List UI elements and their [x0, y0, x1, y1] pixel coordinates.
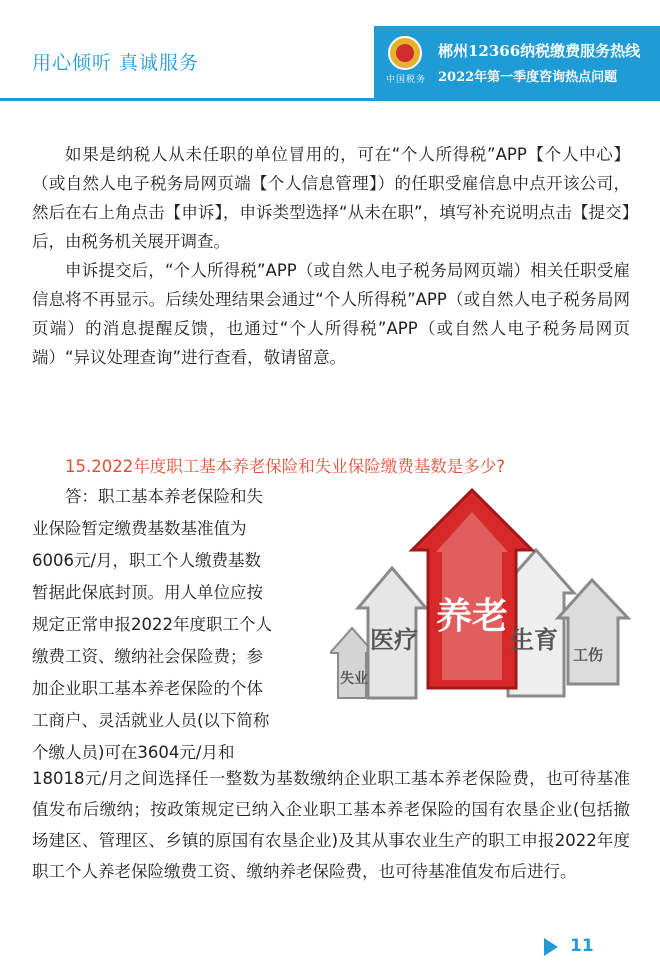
question-heading: 15.2022年度职工基本养老保险和失业保险缴费基数是多少?	[65, 457, 505, 476]
header-title-line1: 郴州12366纳税缴费服务热线	[438, 42, 641, 60]
arrow-injury	[558, 580, 628, 684]
answer-line: 业保险暂定缴费基数基准值为	[32, 519, 247, 538]
answer-line: 个缴人员)可在3604元/月和	[32, 743, 235, 762]
label-unemployment: 失业	[340, 671, 368, 687]
label-birth: 生育	[510, 626, 558, 654]
paragraph-appeal: 如果是纳税人从未任职的单位冒用的，可在“个人所得税”APP【个人中心】（或自然人电子税务局网页端【个人信息管理】）的任职受雇信息中点开该公司，然后在右上角点击【申诉】，申诉类型选择“从未在职”，填写补充说明点击【提交】后，由税务机关展开调查。	[32, 145, 630, 251]
label-injury: 工伤	[573, 646, 604, 664]
social-insurance-illustration	[330, 488, 635, 718]
answer-line: 规定正常申报2022年度职工个人	[32, 615, 272, 634]
label-pension: 养老	[436, 596, 509, 637]
body-text	[32, 140, 630, 372]
page-number-badge	[544, 936, 630, 958]
answer-line: 答：职工基本养老保险和失	[65, 487, 263, 506]
paragraph-after-appeal: 申诉提交后，“个人所得税”APP（或自然人电子税务局网页端）相关任职受雇信息将不再显示。后续处理结果会通过“个人所得税”APP（或自然人电子税务局网页端）的消息提醒反馈，也通过“个人所得税”APP（或自然人电子税务局网页端）“异议处理查询”进行查看，敬请留意。	[32, 261, 630, 367]
answer-line: 工商户、灵活就业人员(以下简称	[32, 711, 270, 730]
header-title-box	[374, 26, 660, 98]
tax-emblem-icon	[388, 36, 422, 70]
answer-column	[32, 481, 314, 769]
answer-line: 加企业职工基本养老保险的个体	[32, 679, 263, 698]
page-arrow-icon	[544, 938, 558, 956]
header-rule	[0, 98, 660, 101]
page-number: 11	[570, 936, 594, 956]
label-medical: 医疗	[370, 626, 418, 654]
answer-line: 缴费工资、缴纳社会保险费；参	[32, 647, 263, 666]
emblem-caption: 中国税务	[386, 75, 427, 85]
answer-continuation: 18018元/月之间选择任一整数为基数缴纳企业职工基本养老保险费，也可待基准值发布后缴纳；按政策规定已纳入企业职工基本养老保险的国有农垦企业(包括撤场建区、管理区、乡镇的原国有农垦企业)及其从事农业生产的职工申报2022年度职工个人养老保险缴费工资、缴纳养老保险费，也可待基准值发布后进行。	[32, 769, 630, 881]
header-slogan: 用心倾听 真诚服务	[32, 52, 200, 74]
answer-line: 暂据此保底封顶。用人单位应按	[32, 583, 263, 602]
answer-line: 6006元/月，职工个人缴费基数	[32, 551, 262, 570]
header-title-line2: 2022年第一季度咨询热点问题	[438, 70, 618, 85]
